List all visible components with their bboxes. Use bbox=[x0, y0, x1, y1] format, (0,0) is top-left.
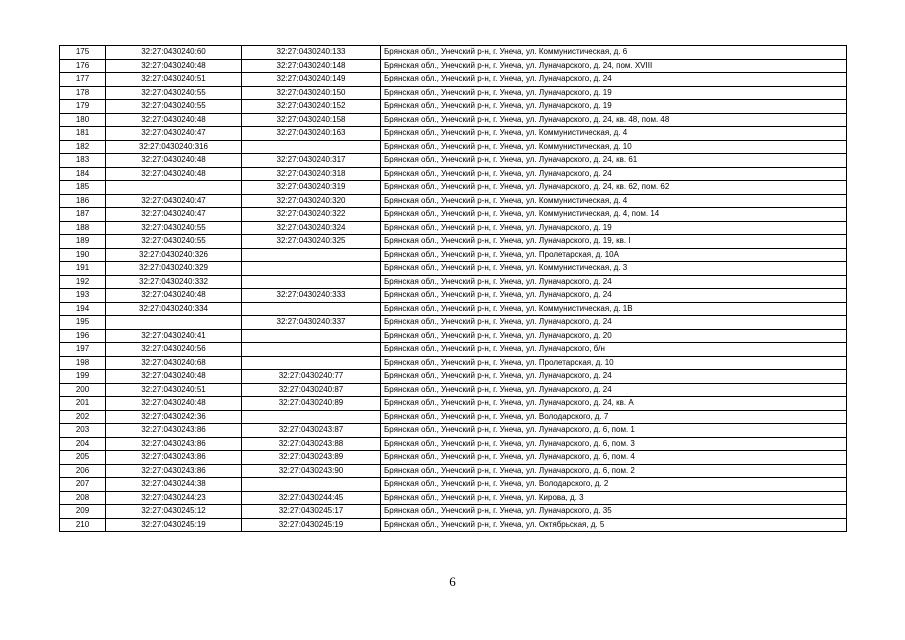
address-cell: Брянская обл., Унечский р-н, г. Унеча, ул. Володарского, д. 7 bbox=[381, 410, 847, 424]
table-body bbox=[60, 46, 847, 532]
object-cadastral-number-cell: 32:27:0430240:149 bbox=[242, 73, 381, 87]
address-cell: Брянская обл., Унечский р-н, г. Унеча, ул. Луначарского, д. 24 bbox=[381, 275, 847, 289]
table-row bbox=[60, 464, 847, 478]
row-number-cell: 201 bbox=[60, 397, 106, 411]
object-cadastral-number-cell: 32:27:0430240:150 bbox=[242, 86, 381, 100]
object-cadastral-number-cell: 32:27:0430240:163 bbox=[242, 127, 381, 141]
table-row bbox=[60, 235, 847, 249]
land-plot-cadastral-number-cell: 32:27:0430240:55 bbox=[106, 86, 242, 100]
land-plot-cadastral-number-cell: 32:27:0430245:19 bbox=[106, 518, 242, 532]
land-plot-cadastral-number-cell: 32:27:0430240:60 bbox=[106, 46, 242, 60]
object-cadastral-number-cell: 32:27:0430240:320 bbox=[242, 194, 381, 208]
table-row bbox=[60, 518, 847, 532]
address-cell: Брянская обл., Унечский р-н, г. Унеча, ул. Луначарского, д. 24 bbox=[381, 73, 847, 87]
address-cell: Брянская обл., Унечский р-н, г. Унеча, ул. Луначарского, д. 19 bbox=[381, 100, 847, 114]
table-row bbox=[60, 248, 847, 262]
object-cadastral-number-cell bbox=[242, 343, 381, 357]
row-number-cell: 183 bbox=[60, 154, 106, 168]
row-number-cell: 198 bbox=[60, 356, 106, 370]
object-cadastral-number-cell: 32:27:0430240:324 bbox=[242, 221, 381, 235]
address-cell: Брянская обл., Унечский р-н, г. Унеча, ул. Луначарского, д. 19, кв. I bbox=[381, 235, 847, 249]
object-cadastral-number-cell: 32:27:0430240:152 bbox=[242, 100, 381, 114]
row-number-cell: 184 bbox=[60, 167, 106, 181]
document-page bbox=[59, 45, 846, 532]
table-row bbox=[60, 46, 847, 60]
row-number-cell: 200 bbox=[60, 383, 106, 397]
address-cell: Брянская обл., Унечский р-н, г. Унеча, ул. Октябрьская, д. 5 bbox=[381, 518, 847, 532]
address-cell: Брянская обл., Унечский р-н, г. Унеча, ул. Пролетарская, д. 10А bbox=[381, 248, 847, 262]
land-plot-cadastral-number-cell: 32:27:0430240:55 bbox=[106, 235, 242, 249]
table-row bbox=[60, 194, 847, 208]
table-row bbox=[60, 140, 847, 154]
object-cadastral-number-cell bbox=[242, 302, 381, 316]
land-plot-cadastral-number-cell: 32:27:0430242:36 bbox=[106, 410, 242, 424]
table-row bbox=[60, 59, 847, 73]
row-number-cell: 177 bbox=[60, 73, 106, 87]
row-number-cell: 193 bbox=[60, 289, 106, 303]
land-plot-cadastral-number-cell: 32:27:0430240:326 bbox=[106, 248, 242, 262]
land-plot-cadastral-number-cell: 32:27:0430243:86 bbox=[106, 451, 242, 465]
object-cadastral-number-cell: 32:27:0430240:148 bbox=[242, 59, 381, 73]
land-plot-cadastral-number-cell: 32:27:0430240:51 bbox=[106, 73, 242, 87]
row-number-cell: 209 bbox=[60, 505, 106, 519]
land-plot-cadastral-number-cell: 32:27:0430240:48 bbox=[106, 397, 242, 411]
table-row bbox=[60, 100, 847, 114]
table-row bbox=[60, 127, 847, 141]
table-row bbox=[60, 505, 847, 519]
address-cell: Брянская обл., Унечский р-н, г. Унеча, ул. Коммунистическая, д. 3 bbox=[381, 262, 847, 276]
table-row bbox=[60, 424, 847, 438]
row-number-cell: 191 bbox=[60, 262, 106, 276]
object-cadastral-number-cell: 32:27:0430240:333 bbox=[242, 289, 381, 303]
address-cell: Брянская обл., Унечский р-н, г. Унеча, ул. Луначарского, д. 24 bbox=[381, 383, 847, 397]
address-cell: Брянская обл., Унечский р-н, г. Унеча, ул. Кирова, д. 3 bbox=[381, 491, 847, 505]
object-cadastral-number-cell bbox=[242, 248, 381, 262]
address-cell: Брянская обл., Унечский р-н, г. Унеча, ул. Луначарского, д. 24 bbox=[381, 167, 847, 181]
object-cadastral-number-cell bbox=[242, 410, 381, 424]
row-number-cell: 187 bbox=[60, 208, 106, 222]
object-cadastral-number-cell: 32:27:0430243:90 bbox=[242, 464, 381, 478]
row-number-cell: 182 bbox=[60, 140, 106, 154]
table-row bbox=[60, 370, 847, 384]
table-row bbox=[60, 221, 847, 235]
row-number-cell: 210 bbox=[60, 518, 106, 532]
address-cell: Брянская обл., Унечский р-н, г. Унеча, ул. Луначарского, д. 19 bbox=[381, 221, 847, 235]
object-cadastral-number-cell: 32:27:0430240:77 bbox=[242, 370, 381, 384]
row-number-cell: 207 bbox=[60, 478, 106, 492]
address-cell: Брянская обл., Унечский р-н, г. Унеча, ул. Коммунистическая, д. 4 bbox=[381, 194, 847, 208]
table-row bbox=[60, 383, 847, 397]
address-cell: Брянская обл., Унечский р-н, г. Унеча, ул. Коммунистическая, д. 1В bbox=[381, 302, 847, 316]
object-cadastral-number-cell bbox=[242, 478, 381, 492]
table-row bbox=[60, 167, 847, 181]
table-row bbox=[60, 275, 847, 289]
object-cadastral-number-cell: 32:27:0430240:337 bbox=[242, 316, 381, 330]
table-row bbox=[60, 113, 847, 127]
table-row bbox=[60, 397, 847, 411]
address-cell: Брянская обл., Унечский р-н, г. Унеча, ул. Луначарского, б/н bbox=[381, 343, 847, 357]
table-row bbox=[60, 437, 847, 451]
land-plot-cadastral-number-cell: 32:27:0430245:12 bbox=[106, 505, 242, 519]
object-cadastral-number-cell: 32:27:0430245:17 bbox=[242, 505, 381, 519]
land-plot-cadastral-number-cell: 32:27:0430240:332 bbox=[106, 275, 242, 289]
row-number-cell: 205 bbox=[60, 451, 106, 465]
address-cell: Брянская обл., Унечский р-н, г. Унеча, ул. Пролетарская, д. 10 bbox=[381, 356, 847, 370]
object-cadastral-number-cell bbox=[242, 275, 381, 289]
object-cadastral-number-cell: 32:27:0430243:87 bbox=[242, 424, 381, 438]
land-plot-cadastral-number-cell: 32:27:0430240:316 bbox=[106, 140, 242, 154]
object-cadastral-number-cell bbox=[242, 140, 381, 154]
address-cell: Брянская обл., Унечский р-н, г. Унеча, ул. Коммунистическая, д. 10 bbox=[381, 140, 847, 154]
object-cadastral-number-cell: 32:27:0430240:89 bbox=[242, 397, 381, 411]
address-cell: Брянская обл., Унечский р-н, г. Унеча, ул. Луначарского, д. 24, кв. 48, пом. 48 bbox=[381, 113, 847, 127]
address-cell: Брянская обл., Унечский р-н, г. Унеча, ул. Луначарского, д. 6, пом. 4 bbox=[381, 451, 847, 465]
object-cadastral-number-cell bbox=[242, 356, 381, 370]
row-number-cell: 195 bbox=[60, 316, 106, 330]
land-plot-cadastral-number-cell: 32:27:0430240:334 bbox=[106, 302, 242, 316]
row-number-cell: 192 bbox=[60, 275, 106, 289]
table-row bbox=[60, 478, 847, 492]
row-number-cell: 204 bbox=[60, 437, 106, 451]
land-plot-cadastral-number-cell: 32:27:0430243:86 bbox=[106, 424, 242, 438]
land-plot-cadastral-number-cell: 32:27:0430240:47 bbox=[106, 208, 242, 222]
address-cell: Брянская обл., Унечский р-н, г. Унеча, ул. Луначарского, д. 24 bbox=[381, 370, 847, 384]
land-plot-cadastral-number-cell: 32:27:0430240:48 bbox=[106, 154, 242, 168]
table-row bbox=[60, 410, 847, 424]
address-cell: Брянская обл., Унечский р-н, г. Унеча, ул. Луначарского, д. 24 bbox=[381, 316, 847, 330]
land-plot-cadastral-number-cell: 32:27:0430240:41 bbox=[106, 329, 242, 343]
table-row bbox=[60, 181, 847, 195]
land-plot-cadastral-number-cell: 32:27:0430240:55 bbox=[106, 100, 242, 114]
object-cadastral-number-cell: 32:27:0430240:318 bbox=[242, 167, 381, 181]
page-number: 6 bbox=[449, 574, 456, 589]
land-plot-cadastral-number-cell: 32:27:0430243:86 bbox=[106, 464, 242, 478]
land-plot-cadastral-number-cell: 32:27:0430240:51 bbox=[106, 383, 242, 397]
land-plot-cadastral-number-cell: 32:27:0430240:48 bbox=[106, 113, 242, 127]
address-cell: Брянская обл., Унечский р-н, г. Унеча, ул. Луначарского, д. 20 bbox=[381, 329, 847, 343]
table-row bbox=[60, 343, 847, 357]
address-cell: Брянская обл., Унечский р-н, г. Унеча, ул. Луначарского, д. 19 bbox=[381, 86, 847, 100]
row-number-cell: 178 bbox=[60, 86, 106, 100]
land-plot-cadastral-number-cell bbox=[106, 181, 242, 195]
object-cadastral-number-cell: 32:27:0430245:19 bbox=[242, 518, 381, 532]
address-cell: Брянская обл., Унечский р-н, г. Унеча, ул. Луначарского, д. 24, пом. XVIII bbox=[381, 59, 847, 73]
object-cadastral-number-cell: 32:27:0430240:317 bbox=[242, 154, 381, 168]
land-plot-cadastral-number-cell bbox=[106, 316, 242, 330]
object-cadastral-number-cell: 32:27:0430240:322 bbox=[242, 208, 381, 222]
land-plot-cadastral-number-cell: 32:27:0430240:47 bbox=[106, 127, 242, 141]
land-plot-cadastral-number-cell: 32:27:0430240:48 bbox=[106, 289, 242, 303]
address-cell: Брянская обл., Унечский р-н, г. Унеча, ул. Луначарского, д. 24, кв. 61 bbox=[381, 154, 847, 168]
row-number-cell: 196 bbox=[60, 329, 106, 343]
row-number-cell: 179 bbox=[60, 100, 106, 114]
row-number-cell: 176 bbox=[60, 59, 106, 73]
row-number-cell: 181 bbox=[60, 127, 106, 141]
table-row bbox=[60, 154, 847, 168]
land-plot-cadastral-number-cell: 32:27:0430240:68 bbox=[106, 356, 242, 370]
table-row bbox=[60, 302, 847, 316]
address-cell: Брянская обл., Унечский р-н, г. Унеча, ул. Луначарского, д. 24, кв. 62, пом. 62 bbox=[381, 181, 847, 195]
row-number-cell: 175 bbox=[60, 46, 106, 60]
row-number-cell: 194 bbox=[60, 302, 106, 316]
row-number-cell: 188 bbox=[60, 221, 106, 235]
row-number-cell: 203 bbox=[60, 424, 106, 438]
table-row bbox=[60, 208, 847, 222]
row-number-cell: 186 bbox=[60, 194, 106, 208]
table-row bbox=[60, 73, 847, 87]
object-cadastral-number-cell: 32:27:0430240:87 bbox=[242, 383, 381, 397]
land-plot-cadastral-number-cell: 32:27:0430240:48 bbox=[106, 167, 242, 181]
object-cadastral-number-cell: 32:27:0430243:89 bbox=[242, 451, 381, 465]
land-plot-cadastral-number-cell: 32:27:0430240:329 bbox=[106, 262, 242, 276]
table-row bbox=[60, 316, 847, 330]
land-plot-cadastral-number-cell: 32:27:0430240:48 bbox=[106, 59, 242, 73]
object-cadastral-number-cell: 32:27:0430240:325 bbox=[242, 235, 381, 249]
land-plot-cadastral-number-cell: 32:27:0430243:86 bbox=[106, 437, 242, 451]
table-row bbox=[60, 491, 847, 505]
address-cell: Брянская обл., Унечский р-н, г. Унеча, ул. Коммунистическая, д. 4 bbox=[381, 127, 847, 141]
row-number-cell: 206 bbox=[60, 464, 106, 478]
row-number-cell: 197 bbox=[60, 343, 106, 357]
table-row bbox=[60, 451, 847, 465]
table-row bbox=[60, 86, 847, 100]
address-cell: Брянская обл., Унечский р-н, г. Унеча, ул. Коммунистическая, д. 4, пом. 14 bbox=[381, 208, 847, 222]
object-cadastral-number-cell: 32:27:0430243:88 bbox=[242, 437, 381, 451]
row-number-cell: 202 bbox=[60, 410, 106, 424]
table-row bbox=[60, 262, 847, 276]
row-number-cell: 190 bbox=[60, 248, 106, 262]
address-cell: Брянская обл., Унечский р-н, г. Унеча, ул. Луначарского, д. 24, кв. А bbox=[381, 397, 847, 411]
land-plot-cadastral-number-cell: 32:27:0430240:55 bbox=[106, 221, 242, 235]
table-row bbox=[60, 289, 847, 303]
row-number-cell: 199 bbox=[60, 370, 106, 384]
object-cadastral-number-cell: 32:27:0430240:133 bbox=[242, 46, 381, 60]
address-cell: Брянская обл., Унечский р-н, г. Унеча, ул. Володарского, д. 2 bbox=[381, 478, 847, 492]
row-number-cell: 189 bbox=[60, 235, 106, 249]
land-plot-cadastral-number-cell: 32:27:0430240:48 bbox=[106, 370, 242, 384]
land-plot-cadastral-number-cell: 32:27:0430244:38 bbox=[106, 478, 242, 492]
object-cadastral-number-cell bbox=[242, 329, 381, 343]
row-number-cell: 180 bbox=[60, 113, 106, 127]
table-row bbox=[60, 356, 847, 370]
object-cadastral-number-cell: 32:27:0430240:158 bbox=[242, 113, 381, 127]
address-cell: Брянская обл., Унечский р-н, г. Унеча, ул. Луначарского, д. 6, пом. 3 bbox=[381, 437, 847, 451]
row-number-cell: 185 bbox=[60, 181, 106, 195]
land-plot-cadastral-number-cell: 32:27:0430240:47 bbox=[106, 194, 242, 208]
object-cadastral-number-cell: 32:27:0430244:45 bbox=[242, 491, 381, 505]
land-plot-cadastral-number-cell: 32:27:0430240:56 bbox=[106, 343, 242, 357]
address-cell: Брянская обл., Унечский р-н, г. Унеча, ул. Коммунистическая, д. 6 bbox=[381, 46, 847, 60]
address-cell: Брянская обл., Унечский р-н, г. Унеча, ул. Луначарского, д. 6, пом. 2 bbox=[381, 464, 847, 478]
object-cadastral-number-cell: 32:27:0430240:319 bbox=[242, 181, 381, 195]
object-cadastral-number-cell bbox=[242, 262, 381, 276]
land-plot-cadastral-number-cell: 32:27:0430244:23 bbox=[106, 491, 242, 505]
address-cell: Брянская обл., Унечский р-н, г. Унеча, ул. Луначарского, д. 24 bbox=[381, 289, 847, 303]
address-cell: Брянская обл., Унечский р-н, г. Унеча, ул. Луначарского, д. 6, пом. 1 bbox=[381, 424, 847, 438]
row-number-cell: 208 bbox=[60, 491, 106, 505]
address-cell: Брянская обл., Унечский р-н, г. Унеча, ул. Луначарского, д. 35 bbox=[381, 505, 847, 519]
table-row bbox=[60, 329, 847, 343]
cadastral-table bbox=[59, 45, 847, 532]
